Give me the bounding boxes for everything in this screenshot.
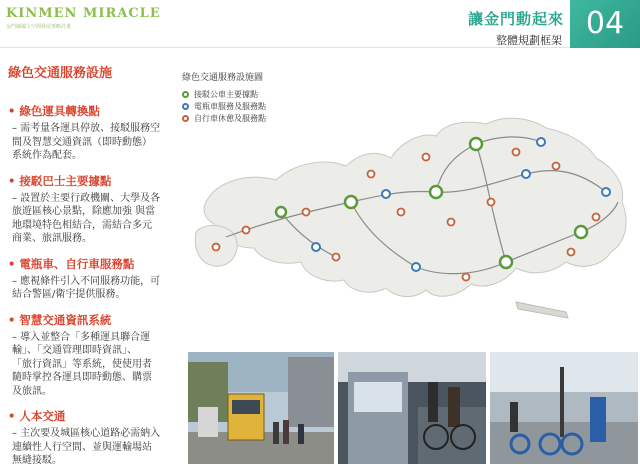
item-line: 結合警區/衛宇提供服務。: [12, 289, 126, 300]
logo-text: KINMEN MIRACLE: [6, 6, 161, 21]
item-line: 連續性人行空間、並與運輸場站: [12, 441, 152, 453]
item-title: • 人本交通: [8, 409, 66, 423]
pier: [516, 302, 568, 318]
item-line: 隨時掌控各運具即時動態、購票: [12, 372, 152, 383]
bike-marker-icon: [182, 115, 189, 122]
legend-label: 自行車休憩及服務點: [194, 113, 266, 123]
item-body: [8, 427, 188, 466]
item-body: [8, 331, 188, 399]
item-line: 地環境特色相結合，需結合多元: [12, 219, 152, 231]
logo: [6, 6, 161, 30]
item-title: • 接駁巴士主要據點: [8, 173, 112, 188]
item-line: 商業、旅訊服務。: [12, 233, 92, 244]
header-divider: [0, 47, 570, 48]
item-title: • 電瓶車、自行車服務點: [8, 256, 135, 271]
item-line: – 應視條件引入不同服務功能，可: [12, 275, 161, 287]
tram-street-photo: [188, 352, 334, 464]
legend-item: [182, 112, 266, 124]
page-title: 讓金門動起來: [467, 10, 564, 28]
section-title: 綠色交通服務設施: [8, 66, 113, 81]
bike-share-photo: [490, 352, 638, 464]
map-legend: [182, 70, 266, 124]
item-body: [8, 192, 188, 246]
item-line: 間及智慧交通資訊（即時動態）: [12, 136, 152, 148]
page-subtitle: 整體規劃框架: [496, 34, 562, 47]
logo-subtitle: 金門縣國土空間發展策略計畫: [6, 24, 72, 30]
legend-label: 電瓶車服務及服務點: [194, 101, 266, 111]
list-item: [8, 256, 188, 302]
list-item: [8, 408, 188, 466]
item-line: – 導入並整合「多種運具聯合運: [12, 331, 151, 343]
bus-hub-marker-icon: [182, 91, 189, 98]
item-line: 系統作為配套。: [12, 150, 82, 161]
item-line: 及旅訊。: [12, 385, 52, 397]
item-line: 旅遊區核心景點，除應加強 與當: [12, 206, 156, 217]
tram-station-photo: [338, 352, 486, 464]
item-line: 無縫接駁。: [12, 455, 62, 466]
ev-marker-icon: [182, 103, 189, 110]
content-column: [8, 62, 188, 466]
item-line: 「旅行資訊」等系統，使使用者: [12, 358, 152, 370]
item-line: 輸」、「交通管理即時資訊」、: [12, 345, 137, 356]
legend-item: [182, 88, 266, 100]
item-line: – 設置於主要行政機關、大學及各: [12, 192, 161, 204]
item-line: – 需考量各運具停放、接駁服務空: [12, 123, 161, 134]
item-title: • 智慧交通資訊系統: [8, 312, 112, 327]
item-line: – 主次要及城區核心道路必需納入: [12, 428, 161, 439]
list-item: [8, 173, 188, 246]
item-title: • 綠色運具轉換點: [8, 104, 100, 118]
item-body: [8, 275, 188, 302]
legend-title: 綠色交通服務設施圖: [182, 73, 264, 83]
legend-item: [182, 100, 266, 112]
list-item: [8, 103, 188, 163]
list-item: [8, 312, 188, 399]
legend-label: 接駁公車主要據點: [194, 89, 258, 99]
page-number-badge: 04: [570, 0, 640, 48]
item-body: [8, 122, 188, 163]
